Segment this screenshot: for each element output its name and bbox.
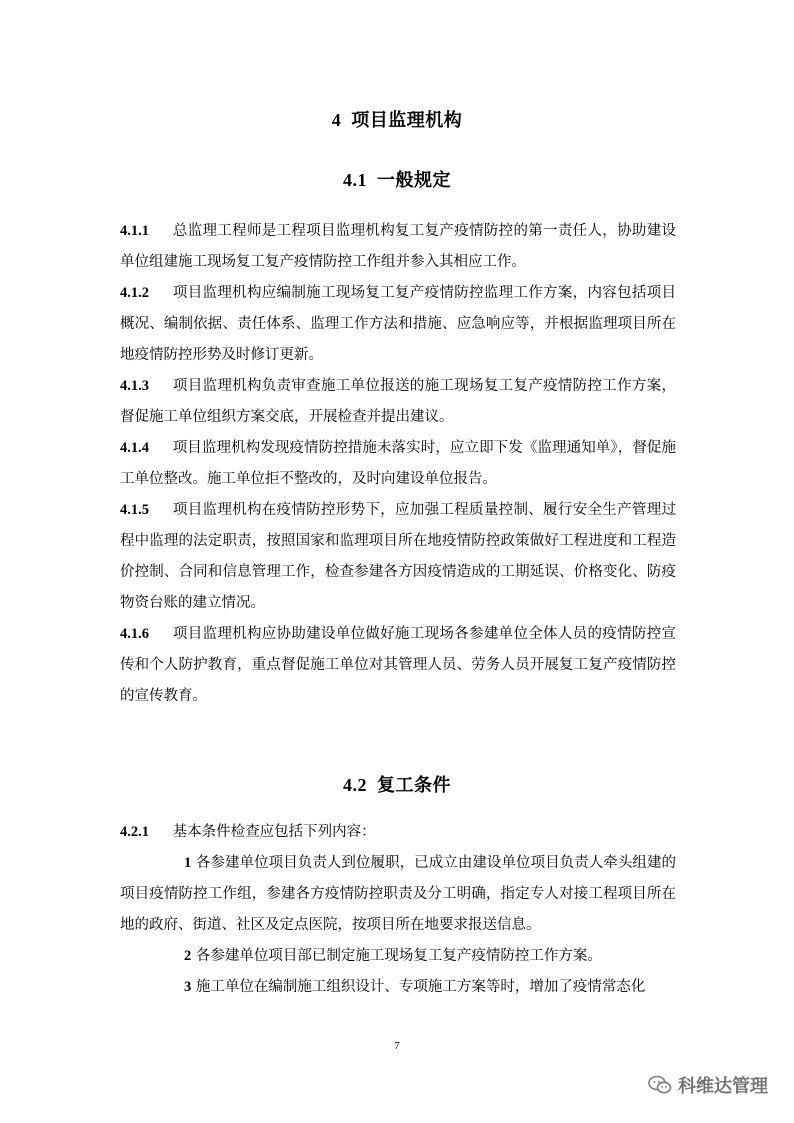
item-text: 各参建单位项目部已制定施工现场复工复产疫情防控工作方案。 [195, 948, 602, 964]
subsection-number: 4.2 [343, 775, 367, 795]
clause-id: 4.1.5 [120, 502, 149, 518]
clause-id: 4.1.4 [120, 440, 149, 456]
clause-id: 4.1.6 [120, 626, 149, 642]
watermark [648, 1072, 768, 1098]
section-heading [0, 106, 794, 132]
clause-id: 4.1.2 [120, 285, 149, 301]
clause-4-1-6 [120, 619, 676, 712]
subsection-heading-4-2 [0, 771, 794, 797]
clause-4-1-5 [120, 495, 676, 619]
clause-text: 项目监理机构发现疫情防控措施未落实时，应立即下发《监理通知单》，督促施工单位整改。施工单位拒不整改的，及时向建设单位报告。 [120, 440, 677, 487]
wechat-icon [648, 1074, 672, 1096]
clause-text: 项目监理机构负责审查施工单位报送的施工现场复工复产疫情防控工作方案，督促施工单位组织方案交底，开展检查并提出建议。 [120, 378, 677, 425]
subsection-title: 复工条件 [377, 775, 451, 796]
subsection-title: 一般规定 [377, 170, 451, 191]
list-item-1 [120, 848, 676, 941]
item-number: 1 [184, 855, 192, 871]
subsection-heading-4-1 [0, 166, 794, 192]
section-number: 4 [331, 110, 342, 130]
item-number: 2 [184, 948, 192, 964]
clause-text: 项目监理机构应编制施工现场复工复产疫情防控监理工作方案，内容包括项目概况、编制依据、责任体系、监理工作方法和措施、应急响应等，并根据监理项目所在地疫情防控形势及时修订更新。 [120, 285, 677, 363]
section-title: 项目监理机构 [351, 110, 463, 131]
watermark-text: 科维达管理 [678, 1076, 768, 1097]
clause-4-1-2 [120, 278, 676, 371]
clause-4-1-1 [120, 216, 676, 278]
clause-id: 4.1.1 [120, 223, 149, 239]
clause-text: 项目监理机构应协助建设单位做好施工现场各参建单位全体人员的疫情防控宣传和个人防护教育，重点督促施工单位对其管理人员、劳务人员开展复工复产疫情防控的宣传教育。 [120, 626, 677, 704]
subsection-number: 4.1 [343, 170, 367, 190]
list-item-2 [120, 941, 676, 972]
clause-4-1-3 [120, 371, 676, 433]
item-text: 施工单位在编制施工组织设计、专项施工方案等时，增加了疫情常态化 [195, 979, 646, 995]
clause-id: 4.1.3 [120, 378, 149, 394]
item-text: 各参建单位项目负责人到位履职，已成立由建设单位项目负责人牵头组建的项目疫情防控工作组，参建各方疫情防控职责及分工明确，指定专人对接工程项目所在地的政府、街道、社区及定点医院，按项目所在地要求报送信息。 [120, 855, 677, 933]
list-item-3 [120, 972, 676, 1003]
clause-4-2-1 [120, 817, 676, 848]
item-number: 3 [184, 979, 192, 995]
clause-text: 总监理工程师是工程项目监理机构复工复产疫情防控的第一责任人，协助建设单位组建施工现场复工复产疫情防控工作组并参入其相应工作。 [120, 223, 677, 270]
page-number: 7 [394, 1040, 400, 1052]
clause-4-1-4 [120, 433, 676, 495]
clause-text: 基本条件检查应包括下列内容： [172, 824, 376, 840]
clause-id: 4.2.1 [120, 824, 149, 840]
clause-text: 项目监理机构在疫情防控形势下，应加强工程质量控制、履行安全生产管理过程中监理的法定职责，按照国家和监理项目所在地疫情防控政策做好工程进度和工程造价控制、合同和信息管理工作，检查参建各方因疫情造成的工期延误、价格变化、防疫物资台账的建立情况。 [120, 502, 677, 611]
